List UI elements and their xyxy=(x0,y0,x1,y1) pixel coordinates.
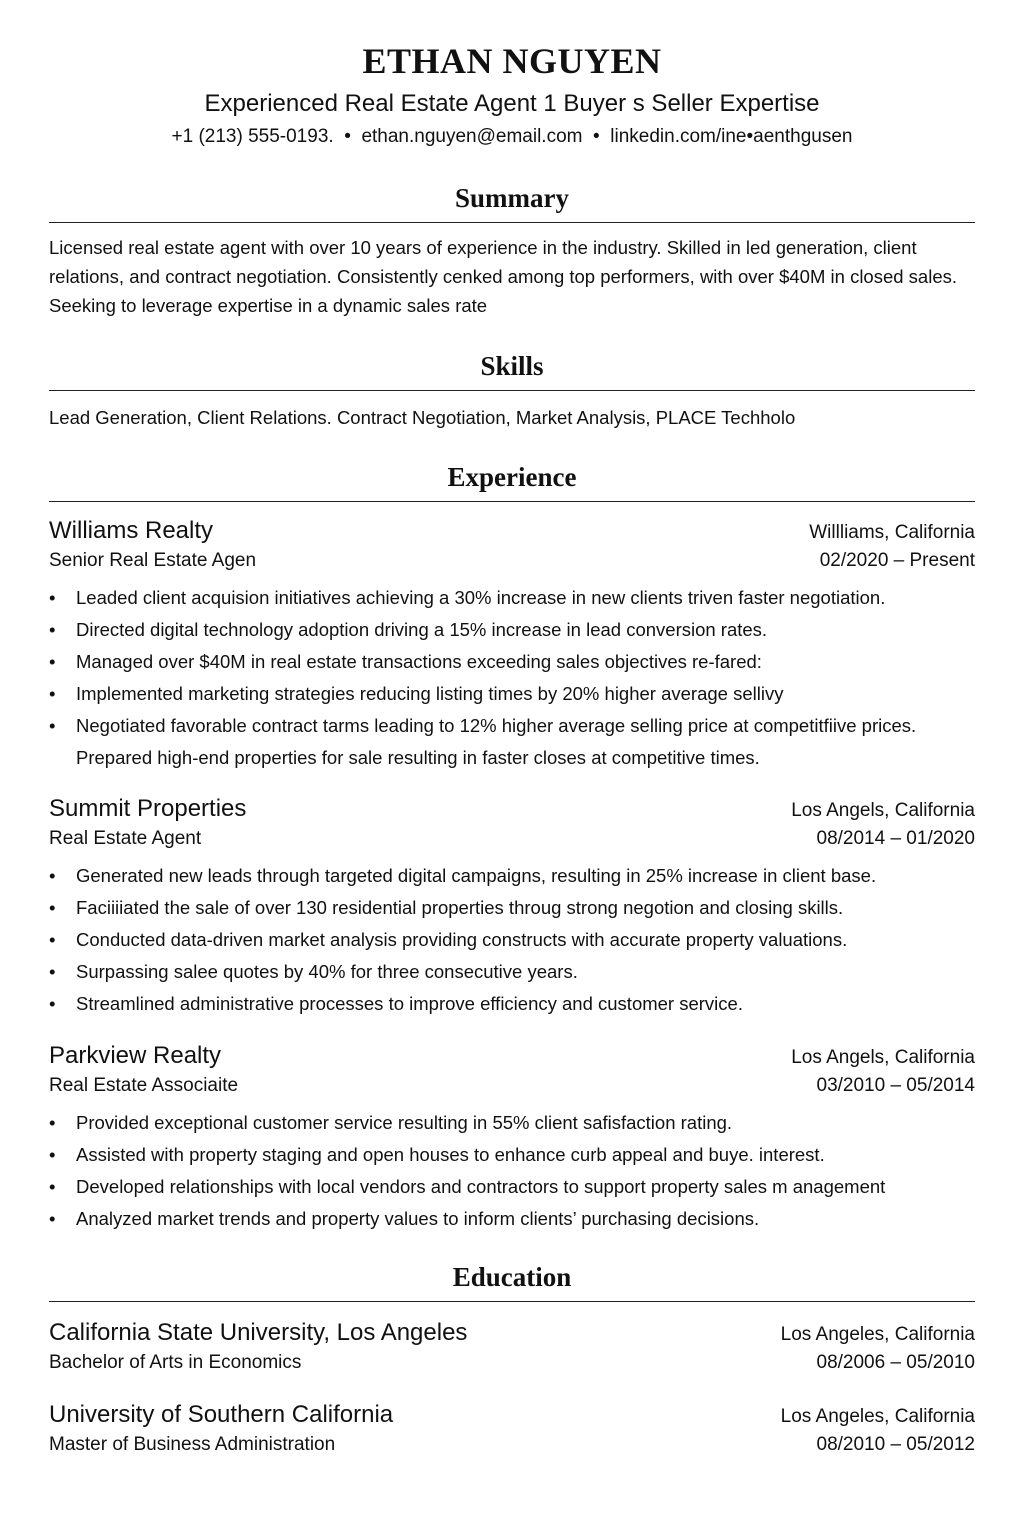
summary-text: Licensed real estate agent with over 10 years of experience in the industry. Skilled in led generation, client relations, and contract negotiation. Consistently cenked among top performers, with over $40M in closed sales. Seeking to leverage expertise in a dynamic sales rate xyxy=(49,237,958,316)
candidate-name: ETHAN NGUYEN xyxy=(362,41,662,81)
bullet-list xyxy=(49,1107,975,1235)
bullet: • Streamlined administrative processes to improve efficiency and customer service. xyxy=(49,993,743,1014)
dates: 08/2006 – 05/2010 xyxy=(816,1352,975,1373)
linkedin: linkedin.com/ine•aenthgusen xyxy=(610,126,853,147)
job-entry xyxy=(49,794,975,1020)
skills-section xyxy=(49,350,975,432)
bullet: • Analyzed market trends and property values to inform clients’ purchasing decisions. xyxy=(49,1208,760,1229)
location: Los Angels, California xyxy=(791,800,975,821)
degree: Master of Business Administration xyxy=(49,1434,336,1455)
degree: Bachelor of Arts in Economics xyxy=(49,1352,302,1373)
job-entry xyxy=(49,1041,975,1235)
phone: +1 (213) 555-0193. xyxy=(171,126,334,147)
role: Real Estate Associaite xyxy=(49,1075,239,1096)
bullet: • Managed over $40M in real estate transactions exceeding sales objectives re-fared: xyxy=(49,651,762,672)
school: University of Southern California xyxy=(49,1401,394,1428)
bullet: • Negotiated favorable contract tarms leading to 12% higher average selling price at competitfiive prices. Prepared high-end properties for sale resulting in faster closes at competitive times. xyxy=(49,715,917,768)
section-title: Summary xyxy=(455,183,569,213)
bullet-list xyxy=(49,860,975,1020)
education-entry xyxy=(49,1400,975,1460)
bullet: • Surpassing salee quotes by 40% for three consecutive years. xyxy=(49,961,578,982)
contact-line xyxy=(49,126,975,148)
bullet: • Conducted data-driven market analysis providing constructs with accurate property valuations. xyxy=(49,929,848,950)
role: Senior Real Estate Agen xyxy=(49,550,257,571)
headline: Experienced Real Estate Agent 1 Buyer s Seller Expertise xyxy=(204,90,820,117)
experience-section xyxy=(49,461,975,502)
dates: 03/2010 – 05/2014 xyxy=(816,1075,975,1096)
location: Los Angels, California xyxy=(791,1047,975,1068)
bullet: • Directed digital technology adoption driving a 15% increase in lead conversion rates. xyxy=(49,619,768,640)
summary-section xyxy=(49,182,975,320)
location: Los Angeles, California xyxy=(780,1324,975,1345)
bullet: • Implemented marketing strategies reducing listing times by 20% higher average sellivy xyxy=(49,683,784,704)
skills-text: Lead Generation, Client Relations. Contract Negotiation, Market Analysis, PLACE Techholo xyxy=(49,407,796,428)
divider xyxy=(49,222,975,223)
location: Los Angeles, California xyxy=(780,1406,975,1427)
bullet-list xyxy=(49,582,975,774)
divider xyxy=(49,501,975,502)
school: California State University, Los Angeles xyxy=(49,1319,468,1346)
education-entry xyxy=(49,1318,975,1378)
bullet: • Developed relationships with local vendors and contractors to support property sales m anagement xyxy=(49,1176,886,1197)
divider xyxy=(49,1301,975,1302)
section-title: Education xyxy=(452,1262,572,1292)
divider xyxy=(49,390,975,391)
dates: 08/2010 – 05/2012 xyxy=(816,1434,975,1455)
email: ethan.nguyen@email.com xyxy=(361,126,583,147)
bullet: • Provided exceptional customer service resulting in 55% client safisfaction rating. xyxy=(49,1112,733,1133)
section-title: Experience xyxy=(447,462,577,492)
company: Parkview Realty xyxy=(49,1042,222,1069)
role: Real Estate Agent xyxy=(49,828,202,849)
dates: 02/2020 – Present xyxy=(819,550,975,571)
bullet: • Faciiiiated the sale of over 130 residential properties throug strong negotion and closing skills. xyxy=(49,897,844,918)
bullet: • Assisted with property staging and open houses to enhance curb appeal and buye. interest. xyxy=(49,1144,825,1165)
separator: • xyxy=(344,126,351,147)
section-title: Skills xyxy=(480,351,544,381)
bullet: • Leaded client acquision initiatives achieving a 30% increase in new clients triven faster negotiation. xyxy=(49,587,886,608)
separator: • xyxy=(593,126,600,147)
job-entry xyxy=(49,516,975,774)
location: Willliams, California xyxy=(809,522,975,543)
company: Williams Realty xyxy=(49,517,214,544)
bullet: • Generated new leads through targeted digital campaigns, resulting in 25% increase in client base. xyxy=(49,865,877,886)
company: Summit Properties xyxy=(49,795,247,822)
education-section xyxy=(49,1261,975,1302)
dates: 08/2014 – 01/2020 xyxy=(816,828,975,849)
